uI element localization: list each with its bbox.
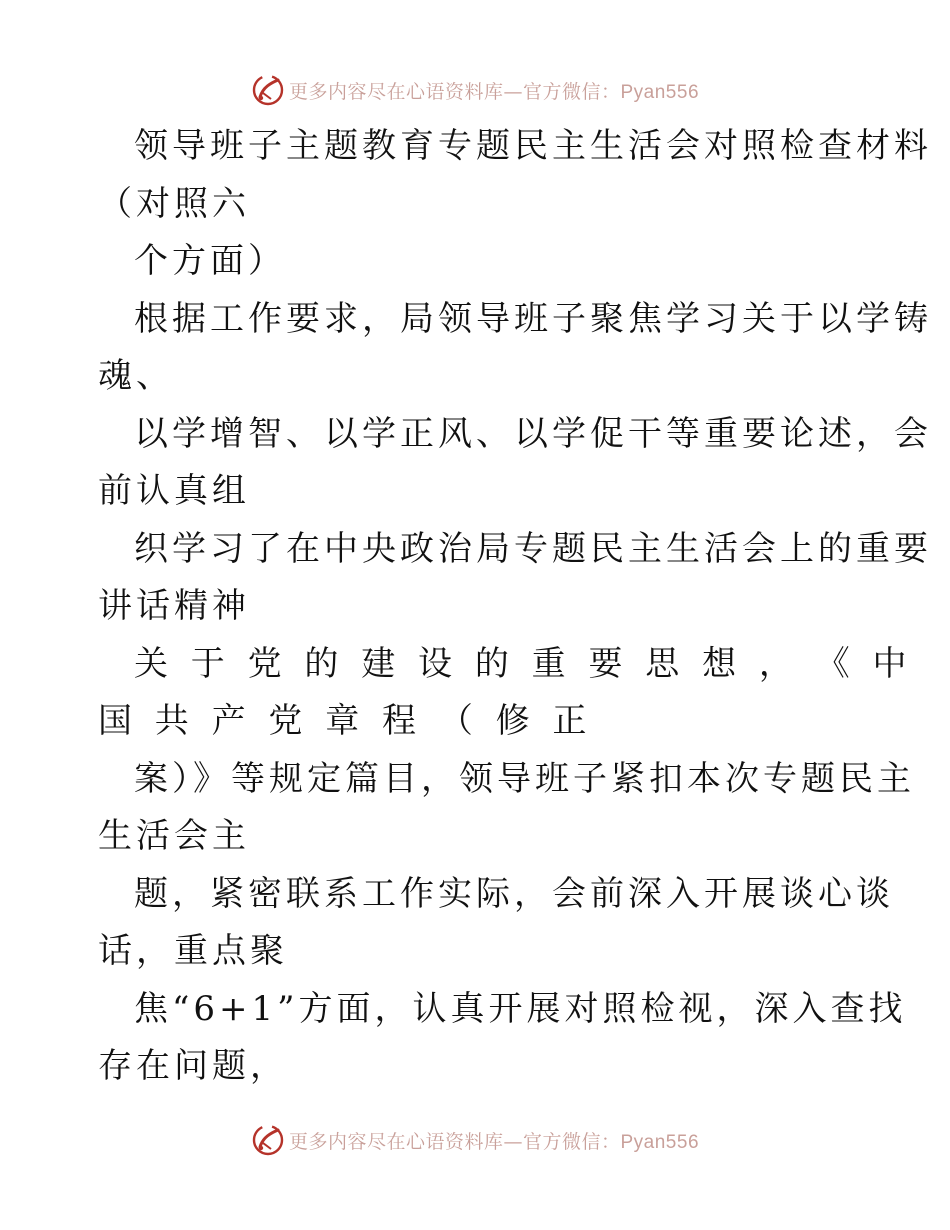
paragraph-line: 国 共 产 党 章 程 （ 修 正 (98, 701, 593, 741)
paragraph-line: 魂、 (98, 356, 174, 396)
watermark-footer (0, 1120, 950, 1160)
paragraph-line: 案）》等规定篇目，领导班子紧扣本次专题民主 (134, 758, 915, 799)
paragraph-line: 焦“6+1”方面，认真开展对照检视，深入查找 (134, 988, 907, 1029)
document-body (98, 118, 932, 1096)
paragraph-line: 前认真组 (98, 471, 250, 511)
watermark-text: 更多内容尽在心语资料库—官方微信：Pyan556 (288, 1130, 700, 1153)
wreath-pen-logo-icon (251, 73, 285, 107)
paragraph-line: 题，紧密联系工作实际，会前深入开展谈心谈 (134, 873, 894, 914)
watermark-text: 更多内容尽在心语资料库—官方微信：Pyan556 (288, 80, 700, 103)
paragraph-line: 存在问题， (98, 1046, 288, 1086)
title-line: （对照六 (98, 183, 250, 224)
paragraph-line: 以学增智、以学正风、以学促干等重要论述，会 (134, 413, 932, 454)
paragraph-line: 关 于 党 的 建 设 的 重 要 思 想 ， 《 中 (134, 643, 913, 684)
paragraph-line: 根据工作要求，局领导班子聚焦学习关于以学铸 (134, 298, 932, 339)
paragraph-line: 织学习了在中央政治局专题民主生活会上的重要 (134, 528, 932, 569)
wreath-pen-logo-icon (251, 1123, 285, 1157)
watermark-header (0, 70, 950, 110)
paragraph-line: 生活会主 (98, 816, 250, 856)
paragraph-line: 讲话精神 (98, 586, 250, 626)
title-line: 领导班子主题教育专题民主生活会对照检查材料 (134, 126, 932, 166)
title-line: 个方面） (134, 241, 286, 281)
paragraph-line: 话，重点聚 (98, 931, 288, 971)
